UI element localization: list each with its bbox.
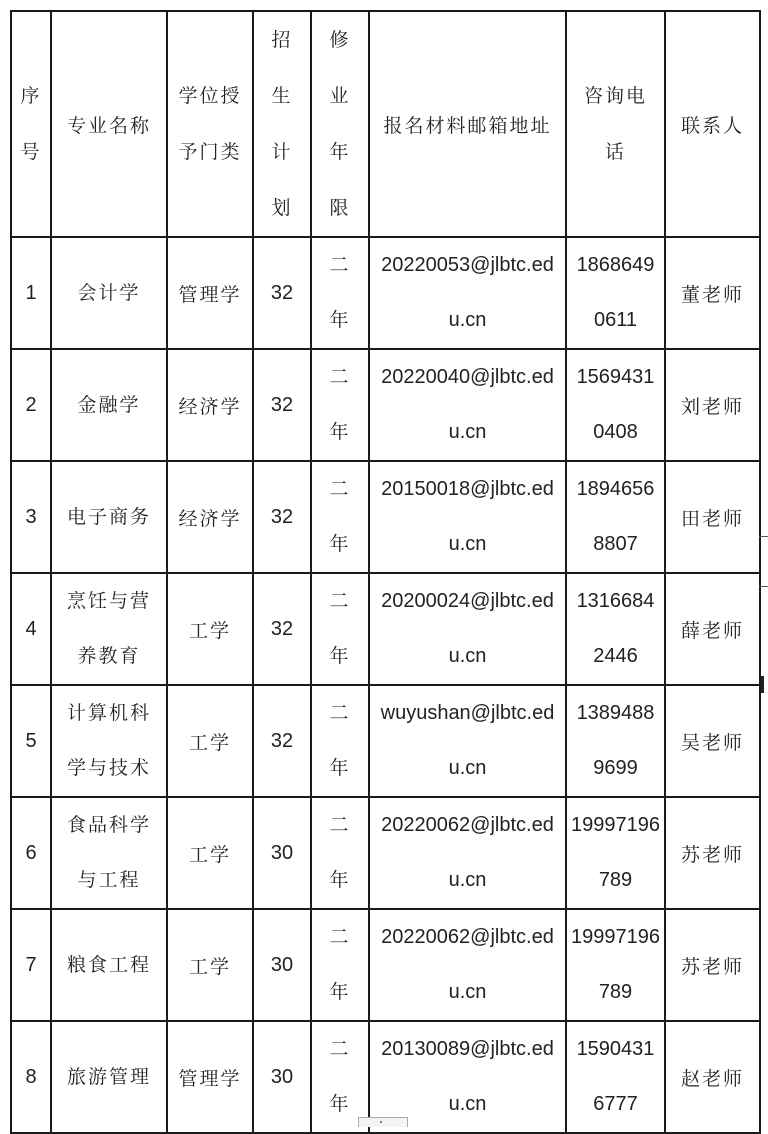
study-years: 二 年: [311, 461, 369, 573]
enrollment-plan: 30: [253, 1021, 311, 1133]
table-row: [11, 797, 760, 909]
contact-person: 董老师: [665, 237, 760, 349]
admissions-table: [10, 10, 761, 1134]
consult-phone: 1389488 9699: [566, 685, 665, 797]
study-years: 二 年: [311, 349, 369, 461]
application-email: 20220053@jlbtc.ed u.cn: [369, 237, 566, 349]
header-email: 报名材料邮箱地址: [369, 11, 566, 237]
row-number: 5: [11, 685, 51, 797]
enrollment-plan: 30: [253, 909, 311, 1021]
enrollment-plan: 32: [253, 461, 311, 573]
contact-person: 薛老师: [665, 573, 760, 685]
application-email: 20130089@jlbtc.ed u.cn: [369, 1021, 566, 1133]
contact-person: 刘老师: [665, 349, 760, 461]
enrollment-plan: 32: [253, 573, 311, 685]
major-name: 烹饪与营 养教育: [51, 573, 167, 685]
consult-phone: 19997196 789: [566, 909, 665, 1021]
consult-phone: 1569431 0408: [566, 349, 665, 461]
major-name: 金融学: [51, 349, 167, 461]
major-name: 粮食工程: [51, 909, 167, 1021]
major-name: 计算机科 学与技术: [51, 685, 167, 797]
degree-category: 工学: [167, 797, 253, 909]
application-email: 20150018@jlbtc.ed u.cn: [369, 461, 566, 573]
header-years: 修 业 年 限: [311, 11, 369, 237]
degree-category: 工学: [167, 685, 253, 797]
degree-category: 工学: [167, 573, 253, 685]
application-email: 20200024@jlbtc.ed u.cn: [369, 573, 566, 685]
row-number: 1: [11, 237, 51, 349]
study-years: 二 年: [311, 573, 369, 685]
study-years: 二 年: [311, 797, 369, 909]
table-row: [11, 461, 760, 573]
table-body: [11, 237, 760, 1133]
header-contact: 联系人: [665, 11, 760, 237]
study-years: 二 年: [311, 1021, 369, 1133]
study-years: 二 年: [311, 237, 369, 349]
major-name: 电子商务: [51, 461, 167, 573]
table-row: [11, 349, 760, 461]
degree-category: 管理学: [167, 237, 253, 349]
edge-tick: [759, 536, 768, 537]
row-number: 6: [11, 797, 51, 909]
page-tab-dot: [380, 1121, 382, 1123]
header-phone: 咨询电 话: [566, 11, 665, 237]
application-email: 20220062@jlbtc.ed u.cn: [369, 909, 566, 1021]
degree-category: 管理学: [167, 1021, 253, 1133]
contact-person: 赵老师: [665, 1021, 760, 1133]
consult-phone: 19997196 789: [566, 797, 665, 909]
edge-marker: [761, 676, 764, 693]
table-row: [11, 909, 760, 1021]
header-no: 序 号: [11, 11, 51, 237]
header-plan: 招 生 计 划: [253, 11, 311, 237]
table-row: [11, 237, 760, 349]
consult-phone: 1316684 2446: [566, 573, 665, 685]
enrollment-plan: 30: [253, 797, 311, 909]
consult-phone: 1894656 8807: [566, 461, 665, 573]
degree-category: 经济学: [167, 461, 253, 573]
header-major: 专业名称: [51, 11, 167, 237]
row-number: 2: [11, 349, 51, 461]
table-row: [11, 685, 760, 797]
consult-phone: 1590431 6777: [566, 1021, 665, 1133]
major-name: 会计学: [51, 237, 167, 349]
edge-tick: [759, 586, 768, 587]
application-email: wuyushan@jlbtc.ed u.cn: [369, 685, 566, 797]
row-number: 7: [11, 909, 51, 1021]
study-years: 二 年: [311, 685, 369, 797]
row-number: 4: [11, 573, 51, 685]
row-number: 3: [11, 461, 51, 573]
row-number: 8: [11, 1021, 51, 1133]
application-email: 20220040@jlbtc.ed u.cn: [369, 349, 566, 461]
major-name: 旅游管理: [51, 1021, 167, 1133]
major-name: 食品科学 与工程: [51, 797, 167, 909]
consult-phone: 1868649 0611: [566, 237, 665, 349]
table-row: [11, 573, 760, 685]
degree-category: 工学: [167, 909, 253, 1021]
header-row: [11, 11, 760, 237]
application-email: 20220062@jlbtc.ed u.cn: [369, 797, 566, 909]
header-degree-category: 学位授 予门类: [167, 11, 253, 237]
degree-category: 经济学: [167, 349, 253, 461]
contact-person: 苏老师: [665, 909, 760, 1021]
enrollment-plan: 32: [253, 349, 311, 461]
contact-person: 吴老师: [665, 685, 760, 797]
contact-person: 田老师: [665, 461, 760, 573]
enrollment-plan: 32: [253, 685, 311, 797]
enrollment-plan: 32: [253, 237, 311, 349]
study-years: 二 年: [311, 909, 369, 1021]
contact-person: 苏老师: [665, 797, 760, 909]
